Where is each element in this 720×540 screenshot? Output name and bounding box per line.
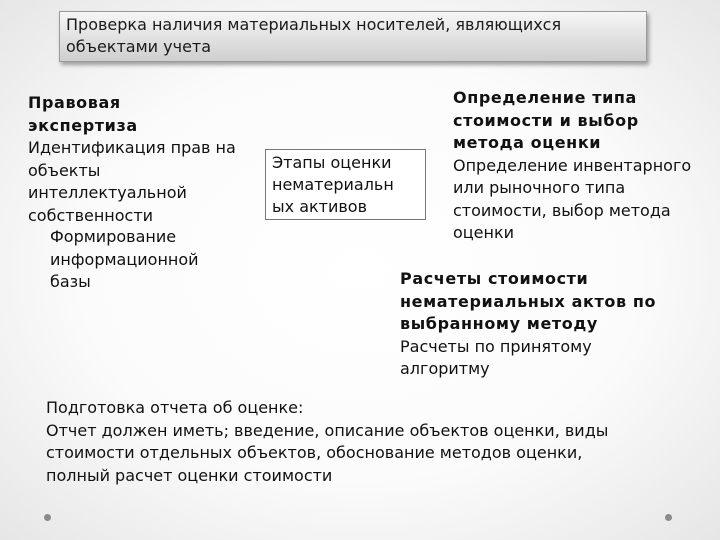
report-heading: Подготовка отчета об оценке: <box>46 398 304 417</box>
calculation-block <box>400 268 700 381</box>
info-base-text: Формирование информационной базы <box>50 227 199 291</box>
legal-expertise-block <box>28 92 250 227</box>
title-box <box>59 11 647 62</box>
info-base-block <box>50 226 240 294</box>
valuation-type-block <box>453 87 708 245</box>
report-block <box>46 397 646 487</box>
title-text: Проверка наличия материальных носителей, являющихся объектами учета <box>66 15 562 56</box>
legal-expertise-text: Идентификация прав на объекты интеллектуальной собственности <box>28 138 236 225</box>
right-corner-dot <box>665 514 672 521</box>
valuation-type-heading: Определение типа стоимости и выбор метода оценки <box>453 88 639 152</box>
report-text: Отчет должен иметь; введение, описание объектов оценки, виды стоимости отдельных объектов, обоснование методов оценки, полный расчет оценки стоимости <box>46 420 609 485</box>
legal-expertise-heading: Правовая экспертиза <box>28 93 138 135</box>
calculation-heading: Расчеты стоимости нематериальных актов по выбранному методу <box>400 269 657 333</box>
valuation-type-text: Определение инвентарного или рыночного типа стоимости, выбор метода оценки <box>453 155 692 242</box>
calculation-text: Расчеты по принятому алгоритму <box>400 336 592 378</box>
left-corner-dot <box>44 514 51 521</box>
center-stages-text: Этапы оценки нематериальн ых активов <box>272 153 394 216</box>
center-stages-box <box>265 149 426 220</box>
